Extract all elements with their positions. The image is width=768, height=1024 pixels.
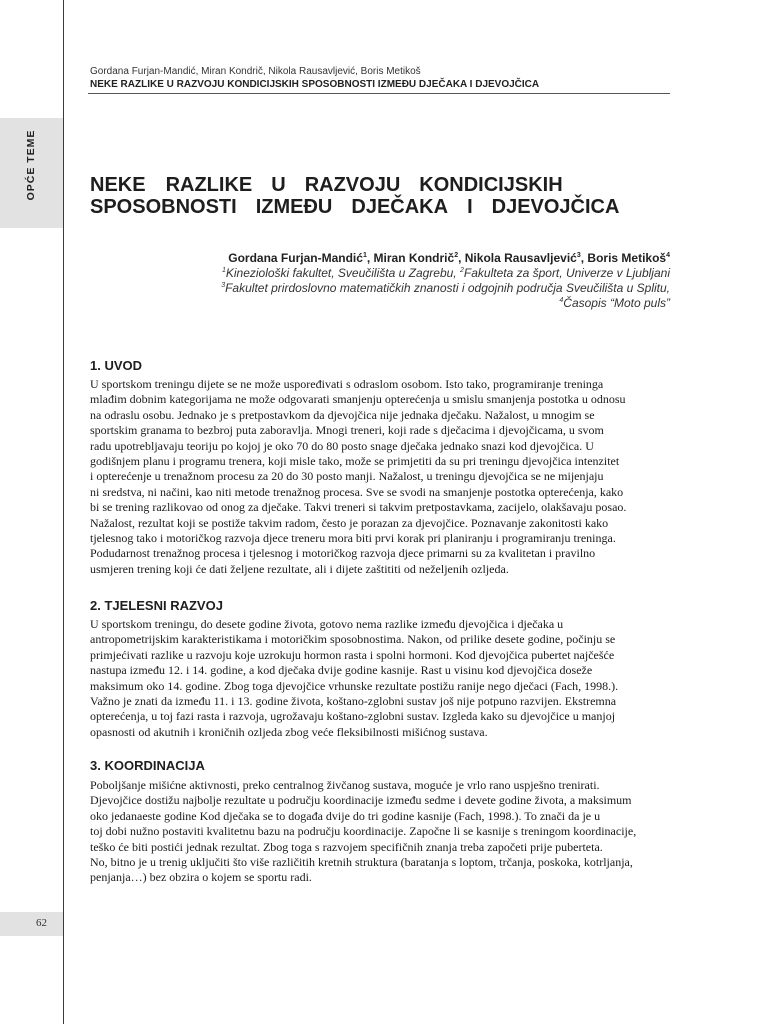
section-heading-tjelesni-razvoj: 2. TJELESNI RAZVOJ [90, 598, 223, 613]
affiliation-text: Kineziološki fakultet, Sveučilišta u Zagrebu, [225, 266, 460, 280]
author-affiliation-mark: 3 [576, 252, 581, 259]
page-number: 62 [36, 917, 47, 929]
running-header-title: NEKE RAZLIKE U RAZVOJU KONDICIJSKIH SPOSOBNOSTI IZMEĐU DJEČAKA I DJEVOJČICA [90, 79, 540, 90]
header-divider [88, 93, 670, 94]
text-line: mlađim dobnim kategorijama ne može odgovarati smanjenju opterećenja u smislu smanjenja postotka u odnosu [90, 392, 626, 407]
text-line: na odraslu osobu. Jednako je s pretpostavkom da djevojčica nije jednaka dječaku. Nažalost, u mnogim se [90, 407, 595, 422]
title-word: RAZVOJU [304, 174, 401, 196]
author-separator: , [580, 251, 588, 265]
title-word: I [467, 196, 473, 218]
title-word: IZMEĐU [255, 196, 333, 218]
author-name: Nikola Rausavljević [464, 251, 577, 265]
text-line: U sportskom treningu dijete se ne može uspoređivati s odraslom osobom. Isto tako, programiranje treninga [90, 377, 604, 391]
author-name: Miran Kondrič [373, 251, 455, 265]
title-line-2 [90, 196, 690, 218]
affiliation-mark: 2 [459, 267, 464, 274]
text-line: antropometrijskim karakteristikama i motoričkim sposobnostima. Nakon, od prilike desete godine, počinju se [90, 632, 616, 647]
affiliation-text: Fakultet prirdoslovno matematičkih znanosti i odgojnih područja Sveučilišta u Splitu, [225, 281, 670, 295]
text-line: godišnjem planu i programu trenera, koji misle tako, može se primjetiti da su pri treningu djevojčica intenzitet [90, 454, 620, 469]
title-line-1 [90, 174, 690, 196]
text-line: tjelesnog tako i motoričkog razvoja djece treneru mora biti prvi korak pri planiranju i programiranju treninga. [90, 531, 616, 546]
text-line: opasnosti od akutnih i kroničnih ozljeda zbog veće fleksibilnosti mišićnog sustava. [90, 724, 488, 739]
affiliation-mark: 4 [559, 297, 564, 304]
section-body-koordinacija [90, 778, 670, 886]
affiliation-mark: 3 [221, 282, 226, 289]
text-line: primjećivati razlike u razvoju koje uzrokuju hormon rasta i spolni hormoni. Kod djevojčica pubertet najčešće [90, 647, 615, 662]
text-line: Važno je znati da između 11. i 13. godine života, koštano-zglobni sustav još nije potpuno razvijen. Ekstremna [90, 694, 617, 709]
affiliation-text: Fakulteta za šport, Univerze v Ljubljani [463, 266, 670, 280]
affiliation-mark: 1 [221, 267, 226, 274]
text-line: sportskim granama to bezbroj puta zaboravlja. Mnogi treneri, koji rade s dječacima i djevojčicama, u svom [90, 423, 604, 438]
text-line: Poboljšanje mišićne aktivnosti, preko centralnog živčanog sustava, moguće je vrlo rano uspješno trenirati. [90, 778, 600, 792]
author-separator: , [366, 251, 374, 265]
author-name: Gordana Furjan-Mandić [228, 251, 363, 265]
author-separator: , [458, 251, 465, 265]
affiliation-line [90, 281, 670, 296]
text-line: usmjeren trening koji će dati željene rezultate, ali i dijete zaštititi od neželjenih ozljeda. [90, 561, 509, 576]
title-word: RAZLIKE [165, 174, 253, 196]
affiliation-line [90, 266, 670, 281]
left-sidebar [0, 0, 64, 1024]
text-line: Djevojčice dostižu najbolje rezultate u području koordinacije između sedme i devete godine života, a maksimum [90, 793, 632, 808]
author-affiliation-mark: 4 [666, 252, 670, 259]
text-line: U sportskom treningu, do desete godine života, gotovo nema razlike između djevojčica i dječaka u [90, 617, 564, 631]
article-title [90, 174, 690, 218]
section-body-tjelesni-razvoj [90, 617, 670, 740]
author-list [90, 250, 670, 266]
title-word: SPOSOBNOSTI [90, 196, 237, 218]
text-line: toj dobi nužno postaviti kvalitetnu bazu na području koordinacije. Započne li se kasnije s treningom koordinacije, [90, 824, 637, 839]
title-word: DJEVOJČICA [491, 196, 620, 218]
text-line: maksimum oko 14. godine. Zbog toga djevojčice vrhunske rezultate postižu ranije nego dječaci (Fach, 1998.). [90, 678, 619, 693]
authors-block [90, 250, 670, 311]
text-line: Nažalost, rezultat koji se postiže takvim radom, često je porazan za djevojčice. Poznavanje zakonitosti kako [90, 515, 609, 530]
text-line: penjanja…) bez obzira o kojem se sportu radi. [90, 870, 312, 885]
affiliation-text: Časopis “Moto puls” [563, 296, 670, 310]
text-line: ni sredstva, ni načini, kao niti metode trenažnog procesa. Sve se svodi na smanjenje postotka opterećenja, kako [90, 484, 624, 499]
text-line: Podudarnost trenažnog procesa i tjelesnog i motoričkog razvoja djece primarni su za kvalitetan i pravilno [90, 546, 596, 561]
running-header-authors: Gordana Furjan-Mandić, Miran Kondrič, Nikola Rausavljević, Boris Metikoš [90, 66, 421, 77]
author-affiliation-mark: 2 [454, 252, 459, 259]
author-affiliation-mark: 1 [362, 252, 367, 259]
text-line: opterećenja, u toj fazi rasta i razvoja, ugrožavaju koštano-zglobni sustav. Izgleda kako su djevojčice u manjoj [90, 709, 616, 724]
title-word: KONDICIJSKIH [419, 174, 563, 196]
title-word: NEKE [90, 174, 146, 196]
section-heading-uvod: 1. UVOD [90, 358, 143, 373]
text-line: radu upotrebljavaju teoriju po kojoj je oko 70 do 80 posto snage dječaka jednako snazi kod djevojčica. U [90, 438, 594, 453]
text-line: No, bitno je u trenig uključiti što više različitih kretnih struktura (baratanja s loptom, trčanja, poskoka, kotrljanja, [90, 855, 633, 870]
title-word: DJEČAKA [351, 196, 449, 218]
title-word: U [271, 174, 286, 196]
author-name: Boris Metikoš [587, 251, 667, 265]
section-heading-koordinacija: 3. KOORDINACIJA [90, 758, 205, 773]
section-tab-label: OPĆE TEME [25, 129, 37, 201]
text-line: oko jedanaeste godine Kod dječaka se to događa dvije do tri godine kasnije (Fach, 1998.). To znači da je u [90, 808, 601, 823]
page-number-box [0, 912, 63, 936]
text-line: i opterećenje u trenažnom procesu za 20 do 30 posto manji. Nažalost, u treningu djevojčica se ne mijenjaju [90, 469, 604, 484]
text-line: teško će biti postići jednak rezultat. Zbog toga s razvojem specifičnih znanja treba započeti prije puberteta. [90, 839, 603, 854]
section-body-uvod [90, 377, 670, 577]
text-line: bi se trening razlikovao od onog za dječake. Takvi treneri si takvim pretpostavkama, zacijelo, olakšavaju posao. [90, 500, 627, 515]
text-line: nastupa između 12. i 14. godine, a kod dječaka dvije godine kasnije. Rast u visinu kod djevojčica doseže [90, 663, 593, 678]
affiliation-line [90, 296, 670, 311]
